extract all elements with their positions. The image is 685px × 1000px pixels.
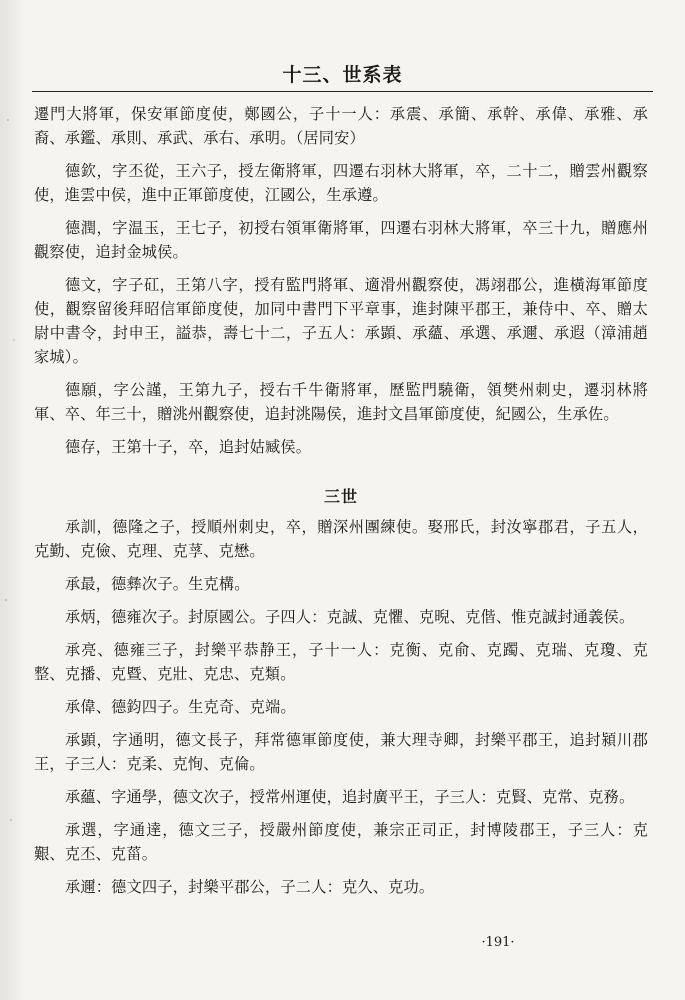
section-heading: 三世 xyxy=(323,487,358,506)
paragraph: 德願，字公謹，王第九子，授右千牛衛將軍，歷監門驍衛，領樊州刺史，遷羽林將軍、卒、年三十，贈洮州觀察使，追封洮陽侯，進封文昌軍節度使，紀國公，生承佐。 xyxy=(34,381,648,423)
page-number: ·191· xyxy=(481,935,515,950)
paragraph: 承偉、德鈞四子。生克奇、克端。 xyxy=(65,698,296,716)
page-header xyxy=(32,58,653,92)
paragraph: 承炳，德雍次子。封原國公。子四人：克誠、克懼、克晲、克偕、惟克誠封通義侯。 xyxy=(65,608,635,626)
paragraph: 遷門大將軍，保安軍節度使，鄭國公，子十一人：承震、承簡、承幹、承偉、承雅、承裔、承鑑、承則、承武、承右、承明。（居同安） xyxy=(34,105,648,147)
paragraph: 承蘊、字通學，德文次子，授常州運使，追封廣平王，子三人：克賢、克常、克務。 xyxy=(65,788,635,806)
page-title: 十三、世系表 xyxy=(282,64,403,86)
paragraph: 德文，字子矼，王第八字，授有監門將軍、適滑州觀察使，馮翊郡公，進橫海軍節度使，觀察留後拜昭信軍節度使，加同中書門下平章事，進封陳平郡王，兼侍中、卒、贈太尉中書令，封申王，謚恭，壽七十二，子五人：承顕、承蘊、承選、承邇、承遐（漳浦趙家城）。 xyxy=(34,276,648,366)
paragraph: 德潤，字温玉，王七子，初授右領軍衛將軍，四遷右羽林大將軍，卒三十九，贈應州觀察使，追封金城侯。 xyxy=(34,219,648,261)
paragraph: 承亮、德雍三子，封樂平恭静王，子十一人：克衡、克俞、克躅、克瑞、克瓊、克整、克播、克暨、克壯、克忠、克類。 xyxy=(34,641,648,683)
paragraph: 承選，字通達，德文三子，授嚴州節度使，兼宗正司正，封博陵郡王，子三人：克艱、克丕、克菑。 xyxy=(34,821,648,863)
page-body xyxy=(34,102,648,908)
paragraph: 德欽，字丕從，王六子，授左衛將軍，四遷右羽林大將軍，卒，二十二，贈雲州觀察使，進雲中侯，進中正軍節度使，江國公，生承遵。 xyxy=(34,162,648,204)
header-divider xyxy=(32,91,653,92)
paragraph: 承訓，德隆之子，授順州刺史，卒，贈深州團練使。娶邢氏，封汝寧郡君，子五人，克勤、克儉、克理、克莩、克懋。 xyxy=(34,518,648,560)
paragraph: 承顕，字通明，德文長子，拜常德軍節度使，兼大理寺卿，封樂平郡王，追封潁川郡王，子三人：克柔、克恂、克倫。 xyxy=(34,731,648,773)
scan-edge-shadow xyxy=(0,0,30,1000)
paragraph: 承最，德彝次子。生克構。 xyxy=(65,575,250,593)
paragraph: 德存，王第十子，卒，追封姑臧侯。 xyxy=(65,438,312,456)
paragraph: 承邇：德文四子，封樂平郡公，子二人：克久、克功。 xyxy=(65,878,435,896)
